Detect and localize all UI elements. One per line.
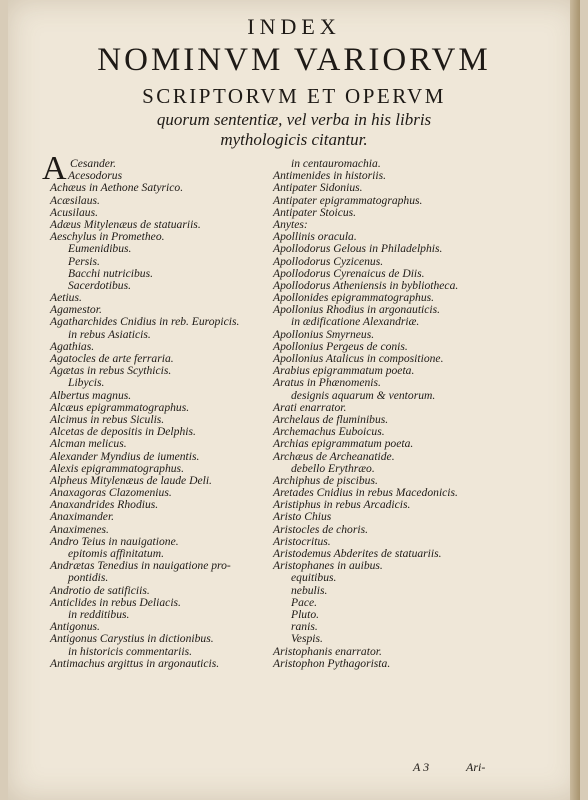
index-entry: Antipater Sidonius. [273,181,363,195]
index-entry: Adæus Mitylenæus de statuariis. [50,217,201,231]
index-entry: Acusilaus. [50,205,98,219]
index-entry: epitomis affinitatum. [68,547,164,560]
header-quorum: quorum sententiæ, vel verba in his libris [156,110,432,129]
index-entry: Anaximander. [50,510,115,524]
index-entry: Archelaus de fluminibus. [273,412,389,426]
index-entry: in ædificatione Alexandriæ. [291,315,420,329]
index-entry: Archiphus de piscibus. [273,473,378,487]
index-entry: Pace. [291,595,318,609]
index-entry: in centauromachia. [291,157,381,170]
index-entry: Aristophanes in auibus. [273,559,383,573]
index-entry: Andrætas Tenedius in nauigatione pro- [50,559,231,573]
index-entry: Apollonius Rhodius in argonauticis. [273,303,441,317]
index-entry: nebulis. [291,583,328,597]
index-entry: Agatocles de arte ferraria. [50,352,174,365]
index-entry: Archemachus Euboicus. [273,425,385,439]
index-entry: Anaxagoras Clazomenius. [50,486,172,500]
index-entry: Aristo Chius [273,510,332,524]
index-entry: Apollodorus Gelous in Philadelphis. [273,242,443,256]
index-entry: Aristocritus. [273,534,331,548]
index-entry: in rebus Asiaticis. [68,327,151,341]
index-entry: Sacerdotibus. [68,278,132,292]
index-entry: Vespis. [291,632,323,646]
index-entry: Aratus in Phænomenis. [273,376,381,390]
index-entry: Alcimus in rebus Siculis. [50,412,165,426]
index-entry: Archias epigrammatum poeta. [273,437,414,451]
index-left-column [42,150,280,670]
index-entry: Apollonius Pergeus de conis. [273,339,408,353]
index-entry: Agatharchides Cnidius in reb. Europicis. [50,315,240,329]
index-entry: Alpheus Mitylenæus de laude Deli. [50,473,212,487]
index-entry: Aristocles de choris. [273,522,368,536]
index-entry: Apollodorus Cyzicenus. [273,254,384,268]
index-entry: Aetius. [50,291,82,305]
index-entry: Antipater epigrammatographus. [273,193,423,207]
index-entry: Acæsilaus. [50,193,100,207]
index-entry: Archæus de Archeanatide. [273,449,395,463]
index-entry: Libycis. [68,376,105,390]
catchword: Ari- [466,760,486,774]
index-right-column [273,158,535,670]
index-entry: Androtio de satificiis. [50,583,150,597]
index-entry: Alcæus epigrammatographus. [50,400,190,414]
drop-cap: A [42,150,67,187]
index-entry: equitibus. [291,571,337,585]
index-entry: Apollinis oracula. [273,230,357,244]
index-entry: Apollodorus Cyrenaicus de Diis. [273,266,425,280]
index-entry: Bacchi nutricibus. [68,266,154,280]
index-entry: Aristodemus Abderites de statuariis. [273,547,442,560]
index-entry: designis aquarum & ventorum. [291,388,436,402]
index-entry: Aretades Cnidius in rebus Macedonicis. [273,486,458,500]
index-entry: Antimenides in historiis. [273,169,387,183]
header-index: INDEX [247,14,341,39]
index-entry: Alcetas de depositis in Delphis. [50,425,196,439]
index-entry: Apollonius Smyrneus. [273,327,375,341]
index-entry: Anaximenes. [50,522,109,536]
index-entry: in historicis commentariis. [68,644,192,658]
signature-mark: A 3 [413,760,430,774]
index-entry: Antimachus argittus in argonauticis. [50,656,220,670]
index-entry: Persis. [68,254,100,268]
index-entry: Aeschylus in Prometheo. [50,230,165,244]
page-edge [570,0,580,800]
index-entry: Acesodorus [68,169,123,183]
header-nominum: NOMINVM VARIORVM [97,42,491,78]
index-entry: Antipater Stoicus. [273,205,357,219]
index-entry: Cesander. [70,157,117,170]
index-entry: Arati enarrator. [273,400,347,414]
index-entry: Alexander Myndius de iumentis. [50,449,200,463]
index-entry: Anticlides in rebus Deliacis. [50,595,181,609]
index-entry: Andro Teius in nauigatione. [50,534,179,548]
index-entry: Agathias. [50,339,95,353]
index-entry: Albertus magnus. [50,388,132,402]
index-entry: Eumenidibus. [68,242,132,256]
index-entry: Apollonius Atalicus in compositione. [273,352,444,365]
index-entry: Aristophon Pythagorista. [273,656,391,670]
index-entry: Alexis epigrammatographus. [50,461,184,475]
index-entry: Pluto. [291,607,320,621]
index-entry: Agamestor. [50,303,102,317]
index-entry: Arabius epigrammatum poeta. [273,364,415,378]
index-entry: Antigonus Carystius in dictionibus. [50,632,214,646]
index-entry: Agætas in rebus Scythicis. [50,364,172,378]
index-entry: Achæus in Aethone Satyrico. [50,181,184,195]
index-entry: Antigonus. [50,620,100,634]
index-entry: Apollonides epigrammatographus. [273,291,435,305]
index-entry: Aristophanis enarrator. [273,644,382,658]
index-entry: in redditibus. [68,607,130,621]
index-entry: Anaxandrides Rhodius. [50,498,159,512]
index-entry: Anytes: [273,217,308,231]
index-entry: Apollodorus Atheniensis in bybliotheca. [273,278,459,292]
index-entry: pontidis. [68,571,109,585]
index-entry: Aristiphus in rebus Arcadicis. [273,498,411,512]
header-mythologicis: mythologicis citantur. [220,130,368,149]
index-entry: ranis. [291,620,318,634]
header-scriptorum: SCRIPTORVM ET OPERVM [142,84,446,108]
book-page [8,0,580,800]
index-entry: Alcman melicus. [50,437,127,451]
index-entry: debello Erythræo. [291,461,375,475]
